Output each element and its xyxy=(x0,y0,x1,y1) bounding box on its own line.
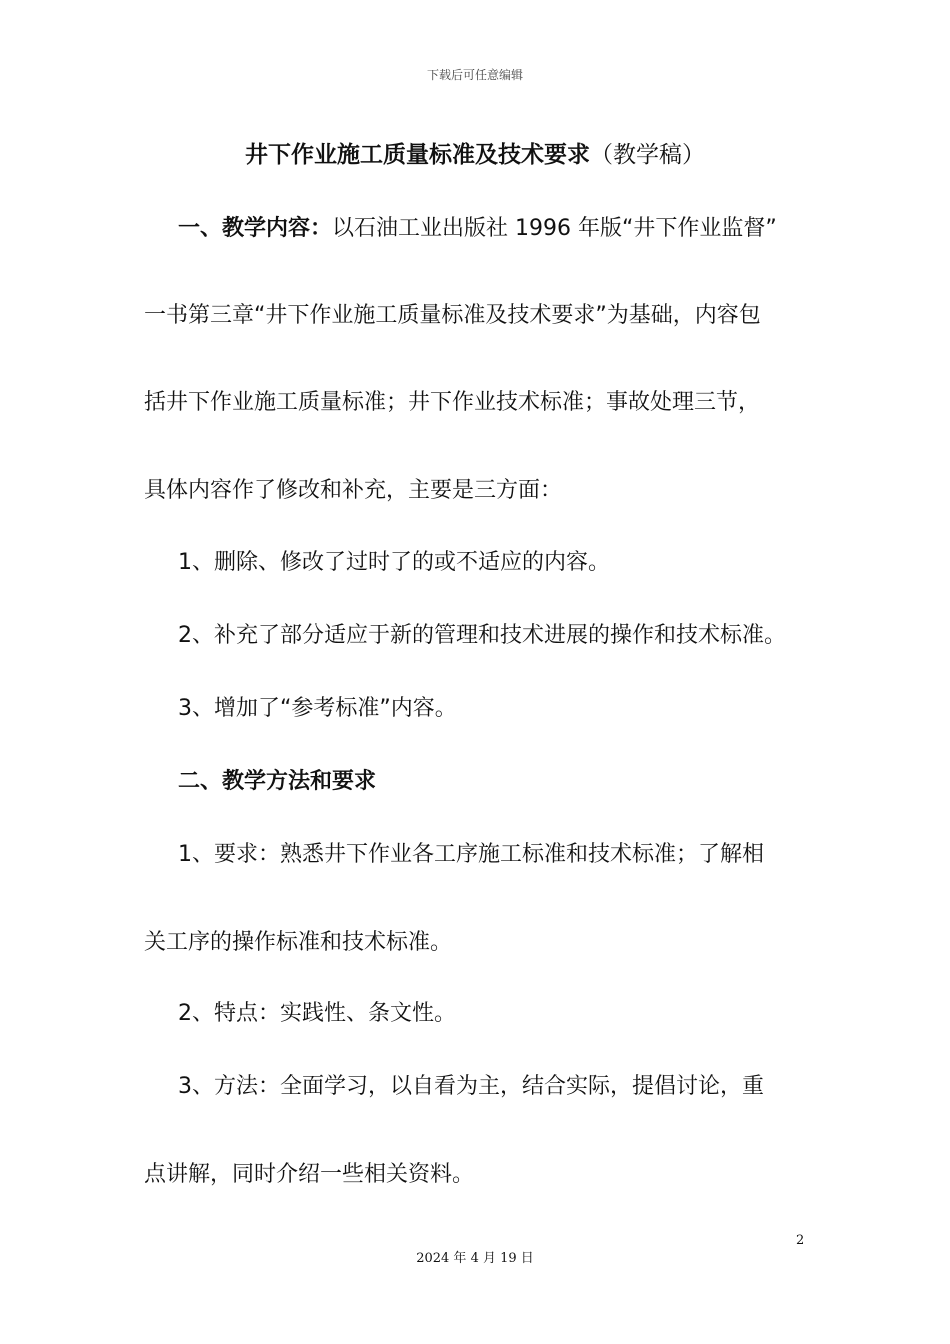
section2-method-line1: 3、方法：全面学习，以自看为主，结合实际，提倡讨论，重 xyxy=(178,1074,764,1099)
document-title xyxy=(0,136,950,169)
section1-first-line xyxy=(178,211,777,242)
page-header: 下载后可任意编辑 xyxy=(426,68,523,82)
section1-line3: 括井下作业施工质量标准；井下作业技术标准；事故处理三节， xyxy=(144,390,761,415)
section1-item-3: 3、增加了“参考标准”内容。 xyxy=(178,696,457,721)
section2-requirement-line2: 关工序的操作标准和技术标准。 xyxy=(144,930,453,955)
section2-feature: 2、特点：实践性、条文性。 xyxy=(178,1001,456,1026)
section1-line4: 具体内容作了修改和补充，主要是三方面： xyxy=(144,478,563,503)
section1-heading: 一、教学内容： xyxy=(178,216,333,241)
section1-line1: 以石油工业出版社 1996 年版“井下作业监督” xyxy=(332,216,777,241)
section2-requirement-line1: 1、要求：熟悉井下作业各工序施工标准和技术标准；了解相 xyxy=(178,842,764,867)
footer-date: 2024 年 4 月 19 日 xyxy=(416,1251,534,1266)
section2-heading: 二、教学方法和要求 xyxy=(178,769,377,794)
section1-line2: 一书第三章“井下作业施工质量标准及技术要求”为基础，内容包 xyxy=(144,303,761,328)
section2-method-line2: 点讲解，同时介绍一些相关资料。 xyxy=(144,1162,475,1187)
section1-item-2: 2、补充了部分适应于新的管理和技术进展的操作和技术标准。 xyxy=(178,623,786,648)
title-subtitle: （教学稿） xyxy=(590,142,705,168)
title-main: 井下作业施工质量标准及技术要求 xyxy=(245,142,590,168)
section1-item-1: 1、删除、修改了过时了的或不适应的内容。 xyxy=(178,550,610,575)
page-number: 2 xyxy=(796,1233,805,1248)
